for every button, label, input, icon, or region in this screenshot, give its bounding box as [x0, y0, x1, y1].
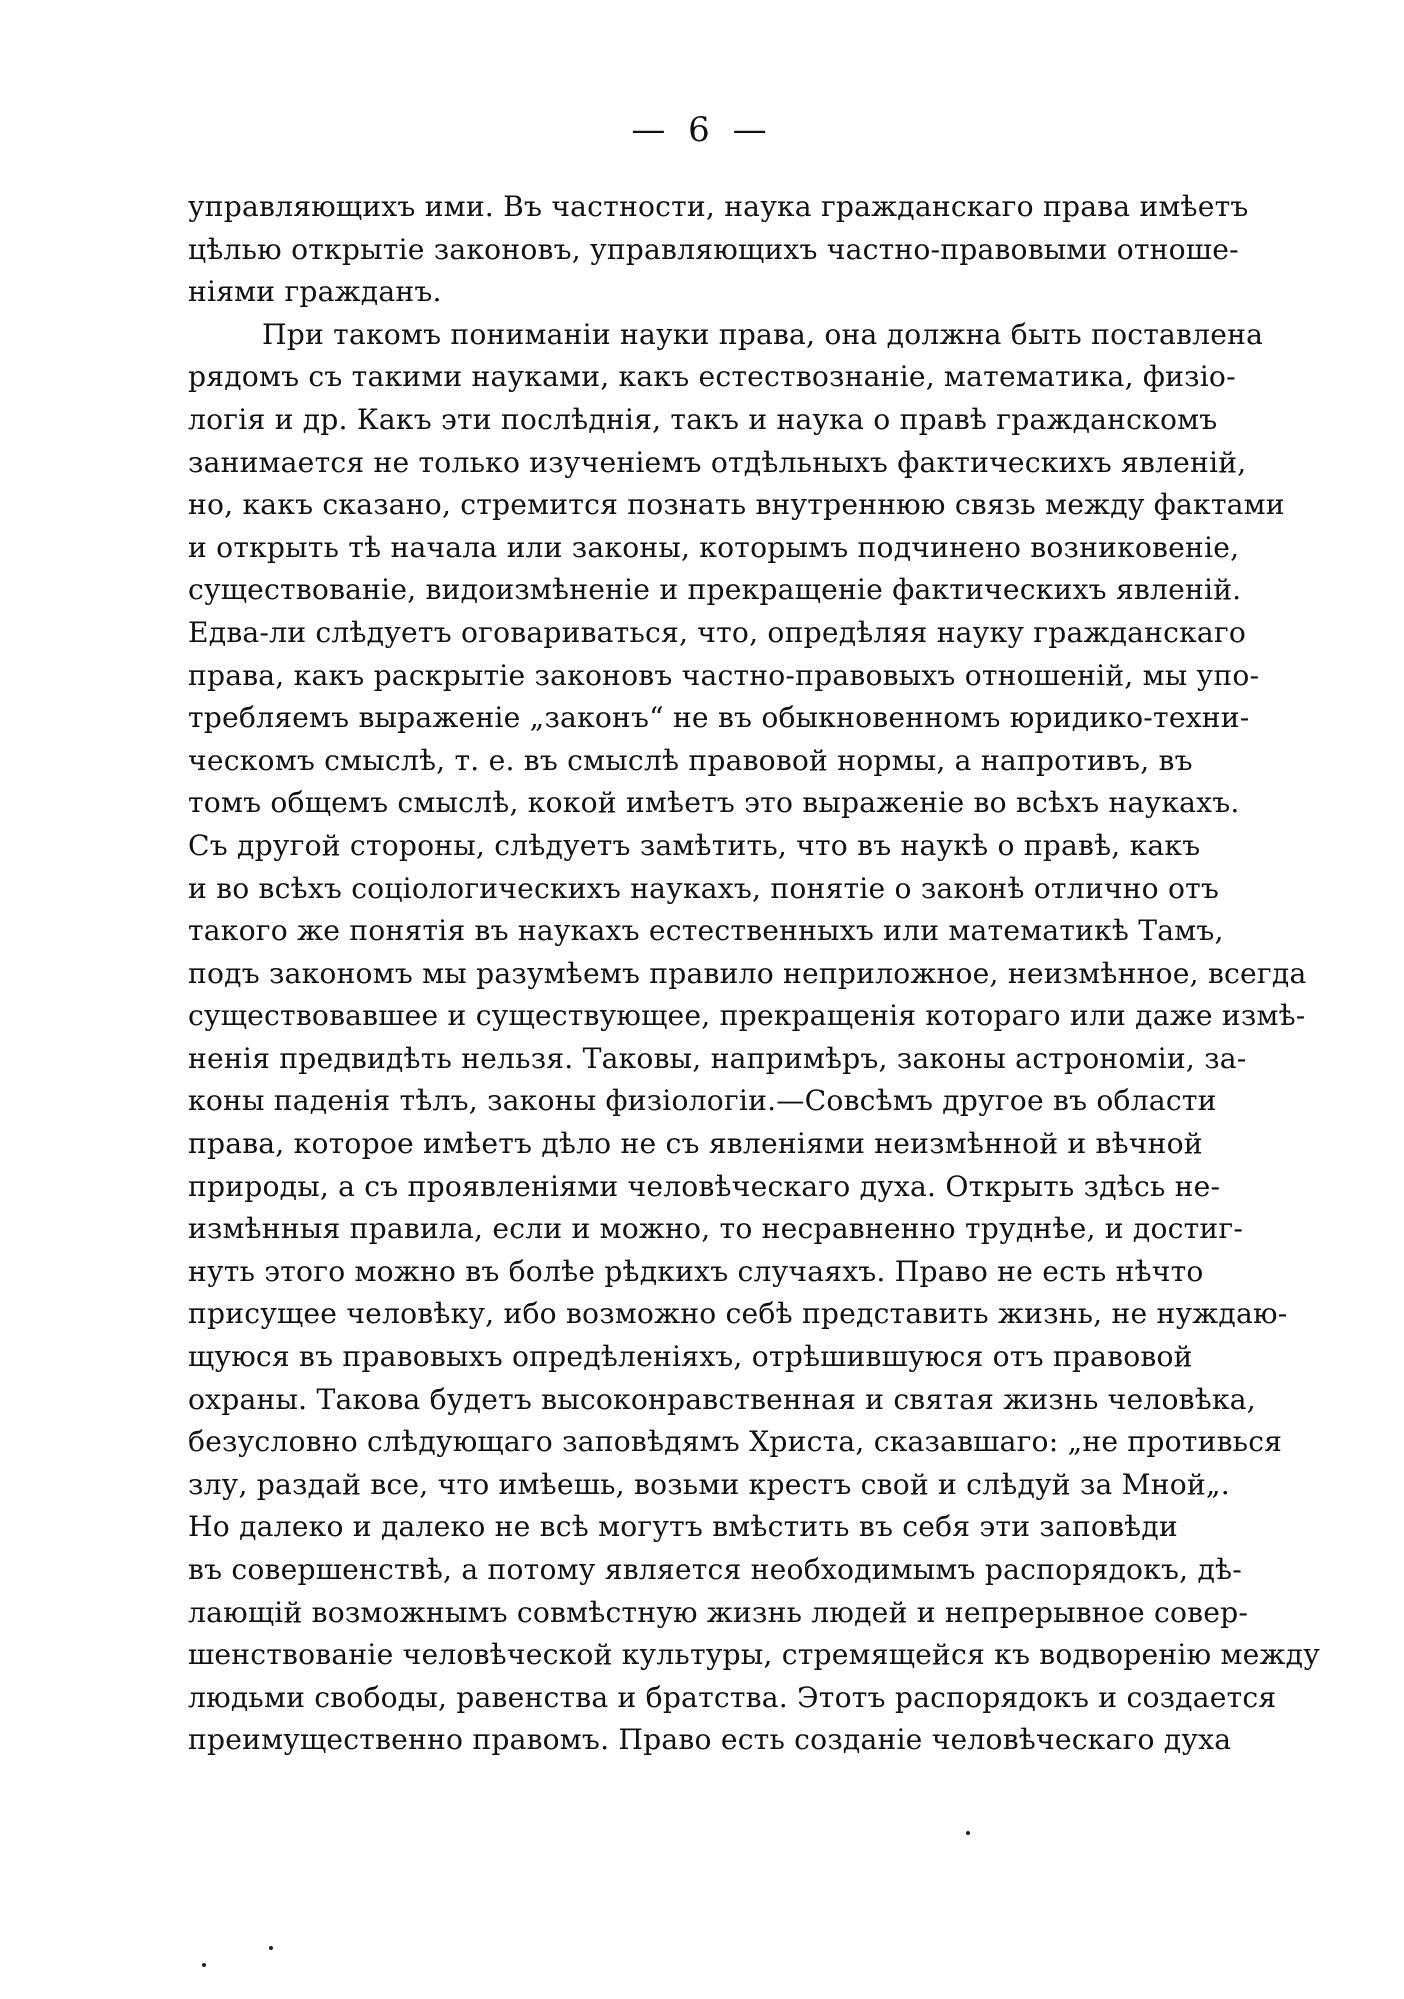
- text-line: такого же понятія въ наукахъ естественныхъ или математикѣ Тамъ,: [188, 914, 1224, 948]
- text-line: требляемъ выраженіе „законъ“ не въ обыкновенномъ юридико-техни-: [188, 701, 1250, 735]
- text-line: и открыть тѣ начала или законы, которымъ подчинено возниковеніе,: [188, 530, 1240, 564]
- scan-speck: [202, 1963, 206, 1967]
- text-line: безусловно слѣдующаго заповѣдямъ Христа, сказавшаго: „не противься: [188, 1425, 1283, 1459]
- text-line: Съ другой стороны, слѣдуетъ замѣтить, что въ наукѣ о правѣ, какъ: [188, 828, 1201, 862]
- text-line: логія и др. Какъ эти послѣднія, такъ и наука о правѣ гражданскомъ: [188, 402, 1218, 436]
- text-line: но, какъ сказано, стремится познать внутреннюю связь между фактами: [188, 488, 1285, 522]
- body-text: [188, 186, 1321, 1762]
- text-line: существованіе, видоизмѣненіе и прекращеніе фактическихъ явленій.: [188, 573, 1242, 607]
- text-line: подъ закономъ мы разумѣемъ правило неприложное, неизмѣнное, всегда: [188, 956, 1307, 990]
- text-line: цѣлью открытіе законовъ, управляющихъ частно-правовыми отноше-: [188, 232, 1239, 266]
- text-line: природы, а съ проявленіями человѣческаго духа. Открыть здѣсь не-: [188, 1169, 1221, 1203]
- scan-speck: [269, 1946, 273, 1950]
- text-line: преимущественно правомъ. Право есть созданіе человѣческаго духа: [188, 1723, 1232, 1757]
- text-line: шенствованіе человѣческой культуры, стремящейся къ водворенію между: [188, 1638, 1321, 1672]
- page-number: — 6 —: [631, 110, 773, 150]
- scan-speck: [966, 1831, 970, 1835]
- text-line: рядомъ съ такими науками, какъ естествознаніе, математика, физіо-: [188, 360, 1236, 394]
- text-line: въ совершенствѣ, а потому является необходимымъ распорядокъ, дѣ-: [188, 1553, 1242, 1586]
- text-line: права, которое имѣетъ дѣло не съ явленіями неизмѣнной и вѣчной: [188, 1127, 1203, 1161]
- text-line: присущее человѣку, ибо возможно себѣ представить жизнь, не нуждаю-: [188, 1297, 1288, 1331]
- text-line: Но далеко и далеко не всѣ могутъ вмѣстить въ себя эти заповѣди: [188, 1510, 1178, 1544]
- text-line: права, какъ раскрытіе законовъ частно-правовыхъ отношеній, мы упо-: [188, 658, 1260, 692]
- text-line: существовавшее и существующее, прекращенія котораго или даже измѣ-: [188, 999, 1306, 1033]
- text-line: коны паденія тѣлъ, законы физіологіи.—Совсѣмъ другое въ области: [188, 1084, 1217, 1118]
- text-line: управляющихъ ими. Въ частности, наука гражданскаго права имѣетъ: [188, 190, 1249, 223]
- text-line: злу, раздай все, что имѣешь, возьми крестъ свой и слѣдуй за Мной„.: [188, 1467, 1230, 1501]
- text-line: нуть этого можно въ болѣе рѣдкихъ случаяхъ. Право не есть нѣчто: [188, 1254, 1204, 1288]
- text-line: томъ общемъ смыслѣ, кокой имѣетъ это выраженіе во всѣхъ наукахъ.: [188, 786, 1240, 820]
- text-line: ненія предвидѣть нельзя. Таковы, напримѣръ, законы астрономіи, за-: [188, 1041, 1247, 1075]
- text-line: щуюся въ правовыхъ опредѣленіяхъ, отрѣшившуюся отъ правовой: [188, 1340, 1193, 1374]
- text-line: При такомъ пониманіи науки права, она должна быть поставлена: [262, 317, 1264, 351]
- text-line: ніями гражданъ.: [188, 275, 442, 309]
- text-line: ческомъ смыслѣ, т. е. въ смыслѣ правовой нормы, а напротивъ, въ: [188, 743, 1193, 777]
- text-line: людьми свободы, равенства и братства. Этотъ распорядокъ и создается: [188, 1680, 1277, 1714]
- text-line: лающій возможнымъ совмѣстную жизнь людей и непрерывное совер-: [188, 1595, 1249, 1629]
- text-line: измѣнныя правила, если и можно, то несравненно труднѣе, и достиг-: [188, 1212, 1244, 1246]
- text-line: охраны. Такова будетъ высоконравственная и святая жизнь человѣка,: [188, 1382, 1256, 1416]
- text-line: занимается не только изученіемъ отдѣльныхъ фактическихъ явленій,: [188, 445, 1247, 479]
- text-line: и во всѣхъ соціологическихъ наукахъ, понятіе о законѣ отлично отъ: [188, 871, 1220, 905]
- text-line: Едва-ли слѣдуетъ оговариваться, что, опредѣляя науку гражданскаго: [188, 615, 1247, 649]
